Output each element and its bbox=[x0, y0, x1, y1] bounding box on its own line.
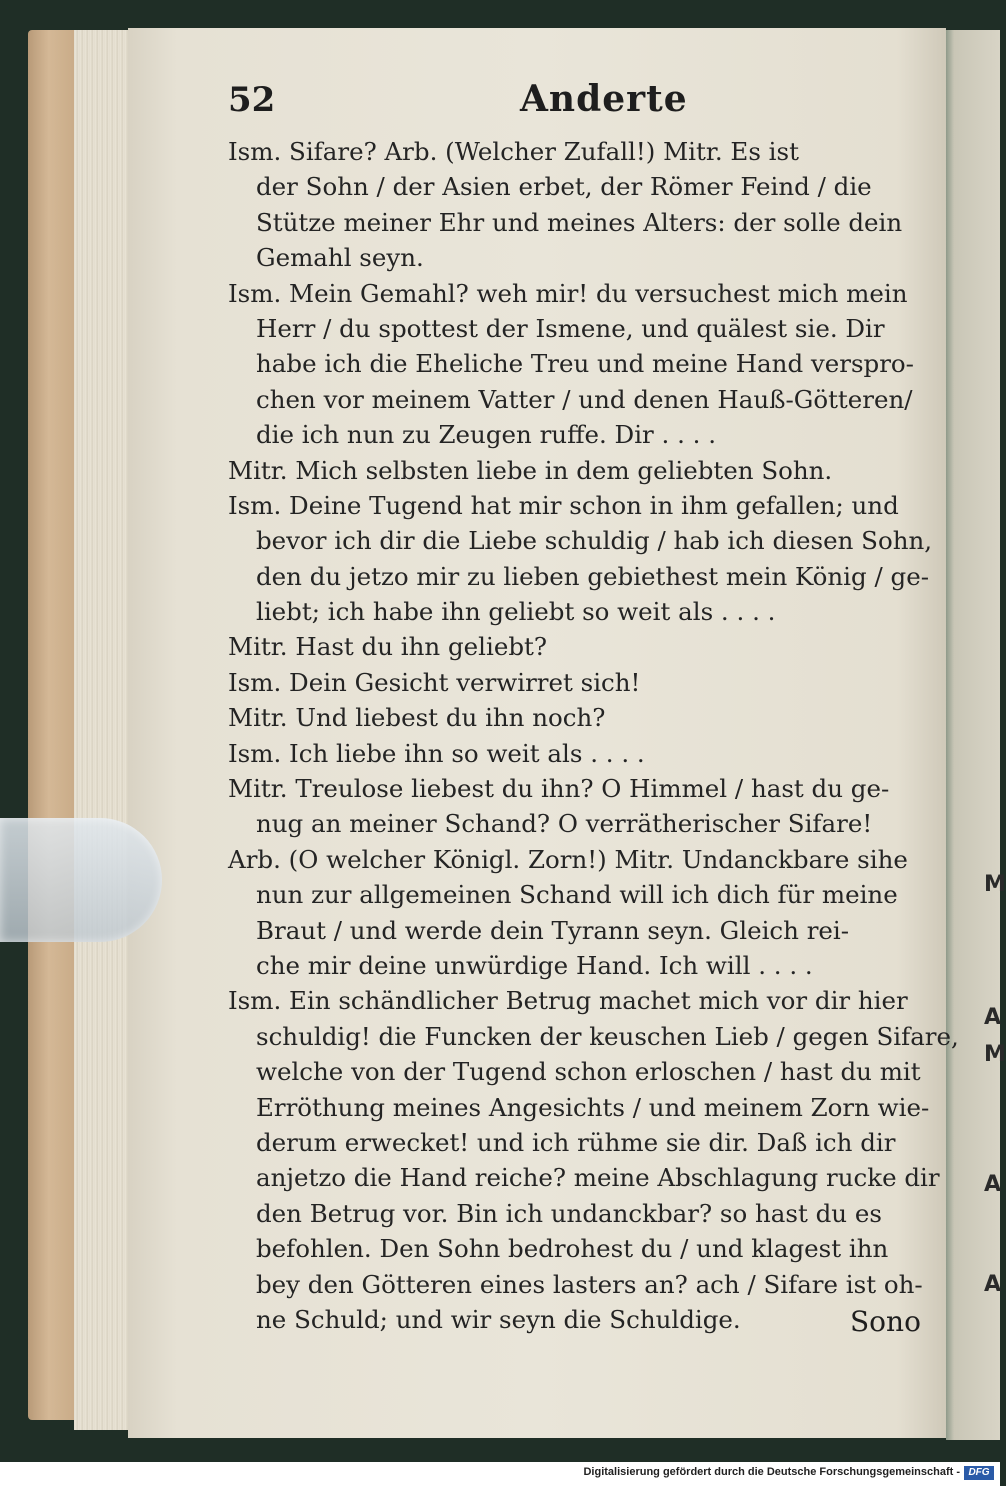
text-line: Mitr. Hast du ihn geliebt? bbox=[228, 632, 547, 662]
text-line: derum erwecket! und ich rühme sie dir. Daß ich dir bbox=[256, 1127, 896, 1157]
text-line: Ism. Ein schändlicher Betrug machet mich vor dir hier bbox=[228, 986, 908, 1016]
page-clip bbox=[0, 818, 162, 942]
text-line: Ism. Sifare? Arb. (Welcher Zufall!) Mitr. Es ist bbox=[228, 137, 799, 166]
text-line: Mitr. Treulose liebest du ihn? O Himmel / hast du ge- bbox=[228, 774, 890, 804]
text-line: Stütze meiner Ehr und meines Alters: der solle dein bbox=[256, 207, 903, 237]
facing-page-edge bbox=[946, 30, 1000, 1440]
text-line: die ich nun zu Zeugen ruffe. Dir . . . . bbox=[256, 420, 717, 450]
book-cover-edge bbox=[28, 30, 80, 1420]
text-line: bey den Götteren eines lasters an? ach / Sifare ist oh- bbox=[256, 1269, 923, 1299]
text-line: Arb. (O welcher Königl. Zorn!) Mitr. Undanckbare sihe bbox=[228, 844, 908, 874]
facing-page-letter: M bbox=[984, 872, 1006, 897]
facing-page-letter: A bbox=[984, 1272, 1002, 1297]
text-line: chen vor meinem Vatter / und denen Hauß-Götteren/ bbox=[256, 384, 913, 414]
text-line: Gemahl seyn. bbox=[256, 243, 424, 273]
facing-page-letter: A bbox=[984, 1005, 1002, 1030]
facing-page-letter: M bbox=[984, 1042, 1006, 1067]
text-line: nun zur allgemeinen Schand will ich dich für meine bbox=[256, 880, 898, 910]
footer-bar bbox=[0, 1462, 1000, 1486]
text-line: den du jetzo mir zu lieben gebiethest mein König / ge- bbox=[256, 561, 929, 591]
text-line: ne Schuld; und wir seyn die Schuldige. bbox=[256, 1304, 741, 1334]
text-line: habe ich die Eheliche Treu und meine Hand verspro- bbox=[256, 349, 914, 379]
text-line: der Sohn / der Asien erbet, der Römer Feind / die bbox=[256, 172, 872, 202]
text-line: Ism. Dein Gesicht verwirret sich! bbox=[228, 667, 641, 697]
text-line: nug an meiner Schand? O verrätherischer Sifare! bbox=[256, 809, 873, 839]
catchword: Sono bbox=[850, 1305, 921, 1338]
page-text bbox=[228, 134, 959, 1337]
text-line: den Betrug vor. Bin ich undanckbar? so hast du es bbox=[256, 1198, 882, 1228]
text-line: Herr / du spottest der Ismene, und quälest sie. Dir bbox=[256, 313, 885, 343]
text-line: schuldig! die Funcken der keuschen Lieb / gegen Sifare, bbox=[256, 1021, 959, 1051]
page-number: 52 bbox=[228, 80, 276, 120]
text-line: Braut / und werde dein Tyrann seyn. Gleich rei- bbox=[256, 915, 850, 945]
text-line: Ism. Deine Tugend hat mir schon in ihm gefallen; und bbox=[228, 490, 899, 520]
text-line: Ism. Ich liebe ihn so weit als . . . . bbox=[228, 738, 645, 768]
dfg-logo-icon: DFG bbox=[964, 1466, 994, 1480]
text-line: befohlen. Den Sohn bedrohest du / und klagest ihn bbox=[256, 1234, 889, 1264]
text-line: bevor ich dir die Liebe schuldig / hab ich diesen Sohn, bbox=[256, 526, 933, 556]
text-line: Erröthung meines Angesichts / und meinem Zorn wie- bbox=[256, 1092, 930, 1122]
text-line: welche von der Tugend schon erloschen / hast du mit bbox=[256, 1057, 921, 1087]
facing-page-letter: A bbox=[984, 1172, 1002, 1197]
text-line: anjetzo die Hand reiche? meine Abschlagung rucke dir bbox=[256, 1163, 940, 1193]
running-head: Anderte bbox=[520, 78, 688, 120]
text-line: Mitr. Mich selbsten liebe in dem geliebten Sohn. bbox=[228, 455, 833, 485]
text-line: che mir deine unwürdige Hand. Ich will . . . . bbox=[256, 950, 813, 980]
text-line: Ism. Mein Gemahl? weh mir! du versuchest mich mein bbox=[228, 278, 908, 308]
funding-credit: Digitalisierung gefördert durch die Deutsche Forschungsgemeinschaft - bbox=[583, 1466, 960, 1478]
text-line: liebt; ich habe ihn geliebt so weit als . . . . bbox=[256, 597, 776, 627]
text-line: Mitr. Und liebest du ihn noch? bbox=[228, 703, 606, 733]
page-stack bbox=[74, 30, 132, 1430]
